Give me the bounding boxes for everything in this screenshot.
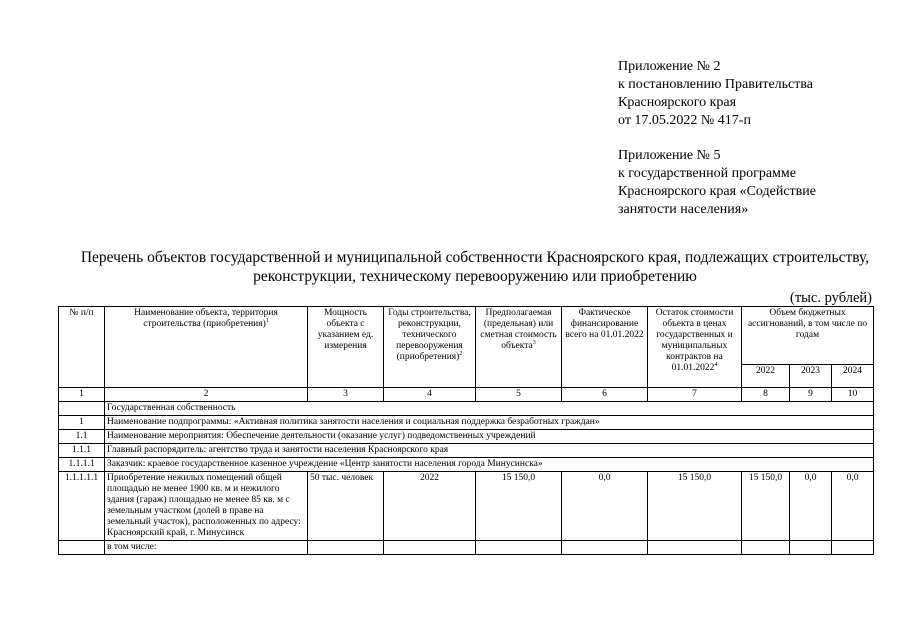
appendix-line: к государственной программе: [618, 166, 796, 181]
item-capacity: 50 тыс. человек: [308, 472, 384, 541]
row-number: 1.1.1.1.1: [59, 472, 105, 541]
header-years: Годы строительства, реконструкции, технического перевооружения (приобретения)$^2$: [384, 307, 476, 388]
including-label: в том числе:: [105, 541, 308, 555]
document-title: [60, 248, 890, 286]
header-budget: Объем бюджетных ассигнований, в том числе по годам: [742, 307, 874, 365]
col-number: 4: [384, 388, 476, 402]
appendix-line: Красноярского края «Содействие: [618, 184, 816, 199]
row-number: 1.1: [59, 430, 105, 444]
appendix-line: Красноярского края: [618, 95, 737, 110]
objects-table: [58, 306, 874, 555]
header-estimated: Предполагаемая (предельная) или сметная стоимость объекта$^3$: [476, 307, 562, 388]
appendix-block: [618, 58, 816, 219]
col-number: 7: [648, 388, 742, 402]
table-row: [59, 472, 874, 541]
item-years: 2022: [384, 472, 476, 541]
title-line-2: реконструкции, техническому перевооружению или приобретению: [253, 268, 697, 285]
header-year-2022: 2022: [742, 365, 790, 388]
item-remainder: 15 150,0: [648, 472, 742, 541]
title-line-1: Перечень объектов государственной и муниципальной собственности Красноярского края, подлежащих строительству,: [80, 249, 870, 266]
table-row: [59, 430, 874, 444]
row-number: 1.1.1.1: [59, 458, 105, 472]
header-row: [59, 307, 874, 365]
item-2024: 0,0: [832, 472, 874, 541]
col-number: 6: [562, 388, 648, 402]
col-number: 3: [308, 388, 384, 402]
table-row: [59, 416, 874, 430]
item-estimated: 15 150,0: [476, 472, 562, 541]
col-number: 5: [476, 388, 562, 402]
col-number: 8: [742, 388, 790, 402]
item-2023: 0,0: [790, 472, 832, 541]
col-number: 1: [59, 388, 105, 402]
col-number: 10: [832, 388, 874, 402]
unit-label: (тыс. рублей): [790, 290, 872, 306]
table-row: [59, 444, 874, 458]
appendix-line: Приложение № 2: [618, 59, 721, 74]
header-actual: Фактическое финансирование всего на 01.01.2022: [562, 307, 648, 388]
appendix-line: от 17.05.2022 № 417-п: [618, 113, 751, 128]
col-number: 9: [790, 388, 832, 402]
state-property-row: Государственная собственность: [105, 402, 874, 416]
customer-row: Заказчик: краевое государственное казенное учреждение «Центр занятости населения города Минусинска»: [105, 458, 874, 472]
header-year-2024: 2024: [832, 365, 874, 388]
subprogram-row: Наименование подпрограммы: «Активная политика занятости населения и социальная поддержка безработных граждан»: [105, 416, 874, 430]
appendix-line: к постановлению Правительства: [618, 77, 814, 92]
table-row: [59, 458, 874, 472]
header-remainder: Остаток стоимости объекта в ценах государственных и муниципальных контрактов на 01.01.2022$^4$: [648, 307, 742, 388]
appendix-line: занятости населения»: [618, 202, 749, 217]
appendix-line: Приложение № 5: [618, 148, 721, 163]
table-row: [59, 402, 874, 416]
item-2022: 15 150,0: [742, 472, 790, 541]
col-number: 2: [105, 388, 308, 402]
column-numbers-row: [59, 388, 874, 402]
measure-row: Наименование мероприятия: Обеспечение деятельности (оказание услуг) подведомственных учреждений: [105, 430, 874, 444]
header-num: № п/п: [59, 307, 105, 388]
header-year-2023: 2023: [790, 365, 832, 388]
header-name: Наименование объекта, территория строительства (приобретения)$^1$: [105, 307, 308, 388]
manager-row: Главный распорядитель: агентство труда и занятости населения Красноярского края: [105, 444, 874, 458]
item-actual: 0,0: [562, 472, 648, 541]
row-number: 1.1.1: [59, 444, 105, 458]
table-row: [59, 541, 874, 555]
item-name: Приобретение нежилых помещений общей площадью не менее 1900 кв. м и нежилого здания (гараж) площадью не менее 85 кв. м с земельным участком (долей в праве на земельный участок), расположенных по адресу: Красноярский край, г. Минусинск: [105, 472, 308, 541]
header-capacity: Мощность объекта с указанием ед. измерения: [308, 307, 384, 388]
row-number: 1: [59, 416, 105, 430]
